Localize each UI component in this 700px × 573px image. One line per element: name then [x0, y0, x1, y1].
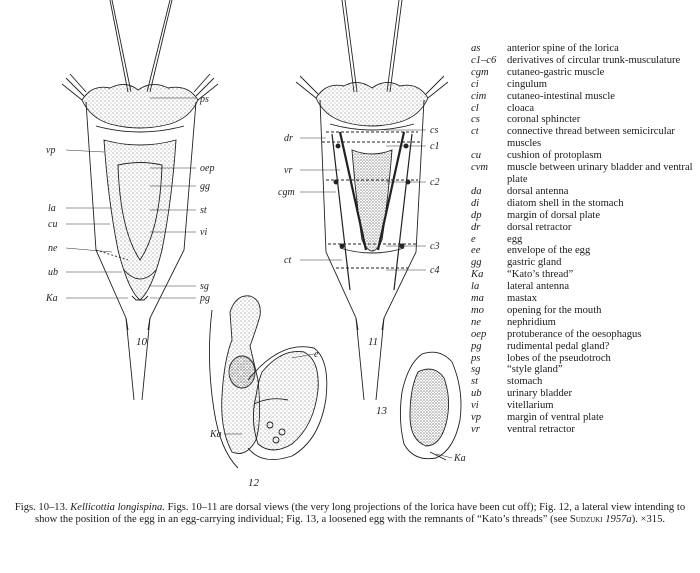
legend-abbr: dp — [471, 209, 482, 221]
legend-entry — [471, 376, 700, 388]
legend-abbr: ci — [471, 78, 479, 90]
fig10-label-st: st — [200, 205, 207, 216]
legend-entry — [471, 103, 700, 115]
fig13-number: 13 — [376, 405, 387, 417]
legend-entry — [471, 186, 700, 198]
legend-entry — [471, 293, 700, 305]
legend-entry — [471, 79, 700, 91]
legend-definition: mastax — [507, 293, 538, 305]
legend-abbr: ub — [471, 388, 482, 400]
legend-entry — [471, 341, 700, 353]
fig11-label-vr: vr — [284, 165, 293, 176]
legend-definition: ventral retractor — [507, 424, 575, 435]
legend-entry — [471, 198, 700, 210]
legend-abbr: ne — [471, 316, 481, 328]
legend-abbr: as — [471, 43, 481, 54]
fig11-label-dr: dr — [284, 133, 293, 144]
legend-definition: connective thread between semicircular muscles — [507, 126, 675, 150]
legend-entry — [471, 388, 700, 400]
legend-entry — [471, 114, 700, 126]
legend-definition: diatom shell in the stomach — [507, 197, 624, 209]
legend-definition: envelope of the egg — [507, 245, 591, 257]
legend-entry — [471, 67, 700, 79]
legend-definition: egg — [507, 233, 523, 245]
legend-entry — [471, 43, 700, 55]
fig11-label-c1: c1 — [430, 141, 440, 152]
legend-abbr: st — [471, 376, 479, 388]
fig13-label-Ka: Ka — [454, 453, 466, 464]
legend-entry — [471, 162, 700, 186]
fig11-label-c2: c2 — [430, 177, 440, 188]
legend-definition: nephridium — [507, 316, 556, 328]
legend-abbr: ee — [471, 245, 481, 257]
legend-definition: gastric gland — [507, 257, 562, 269]
fig10-number: 10 — [136, 336, 147, 348]
legend-abbr: cgm — [471, 66, 489, 78]
legend-entry — [471, 55, 700, 67]
fig12-label-Ka: Ka — [210, 429, 222, 440]
legend-abbr: cl — [471, 102, 479, 114]
fig10-label-sg: sg — [200, 281, 209, 292]
legend-definition: margin of dorsal plate — [507, 209, 601, 221]
fig13-drawing — [400, 352, 461, 460]
legend-abbr: sg — [471, 364, 481, 376]
legend-definition: vitellarium — [507, 400, 554, 412]
legend-abbr: vp — [471, 412, 481, 424]
legend-abbr: cim — [471, 90, 487, 102]
legend-definition: opening for the mouth — [507, 304, 602, 316]
legend-entry — [471, 353, 700, 365]
caption-figs: Figs. 10–13. — [14, 502, 68, 513]
legend-entry — [471, 257, 700, 269]
fig11-label-cs: cs — [430, 125, 439, 136]
legend-definition: dorsal antenna — [507, 185, 569, 197]
legend-definition: lobes of the pseudotroch — [507, 352, 611, 364]
fig10-label-la: la — [48, 203, 56, 214]
fig11-label-cgm: cgm — [278, 187, 295, 198]
legend-definition: margin of ventral plate — [507, 412, 604, 424]
legend-definition: rudimental pedal gland? — [507, 340, 610, 352]
legend-abbr: c1–c6 — [471, 54, 497, 66]
legend-abbr: pg — [471, 340, 482, 352]
legend-abbr: dr — [471, 221, 481, 233]
legend-definition: “style gland” — [507, 364, 563, 376]
legend-entry — [471, 245, 700, 257]
fig10-label-oep: oep — [200, 163, 215, 174]
legend-entry — [471, 91, 700, 103]
legend-abbr: cu — [471, 150, 481, 162]
legend-entry — [471, 150, 700, 162]
legend-abbr: di — [471, 197, 480, 209]
fig10-label-cu: cu — [48, 219, 58, 230]
fig11-label-c3: c3 — [430, 241, 440, 252]
legend-definition: stomach — [507, 376, 543, 388]
legend-definition: urinary bladder — [507, 388, 573, 400]
legend-entry — [471, 329, 700, 341]
legend-entry — [471, 281, 700, 293]
legend-entry — [471, 317, 700, 329]
caption-ref: 1957a — [605, 514, 632, 525]
fig10-label-Ka: Ka — [46, 293, 58, 304]
legend-entry — [471, 269, 700, 281]
legend-entry — [471, 234, 700, 246]
figure-caption — [4, 502, 696, 526]
legend-entry — [471, 210, 700, 222]
legend-definition: dorsal retractor — [507, 221, 572, 233]
fig10-label-vp: vp — [46, 145, 56, 156]
legend-abbr: la — [471, 281, 480, 293]
legend-abbr: mo — [471, 304, 484, 316]
legend-entry — [471, 305, 700, 317]
legend-definition: cushion of protoplasm — [507, 150, 602, 162]
legend-definition: cutaneo-intestinal muscle — [507, 90, 615, 102]
legend-abbr: Ka — [471, 269, 484, 281]
legend-entry — [471, 126, 700, 150]
caption-tail: ). ×315. — [631, 514, 666, 525]
legend-abbr: oep — [471, 328, 487, 340]
legend-abbr: e — [471, 233, 476, 245]
legend-abbr: cvm — [471, 162, 489, 174]
legend-abbr: ps — [471, 352, 481, 364]
fig12-drawing — [209, 296, 326, 468]
legend-entry — [471, 364, 700, 376]
fig10-label-ne: ne — [48, 243, 58, 254]
legend-abbr: gg — [471, 257, 482, 269]
fig12-label-e: e — [314, 349, 319, 360]
fig12-number: 12 — [248, 477, 259, 489]
fig11-label-ct: ct — [284, 255, 292, 266]
fig10-label-vi: vi — [200, 227, 208, 238]
legend-entry — [471, 222, 700, 234]
legend-definition: anterior spine of the lorica — [507, 43, 619, 54]
legend-abbr: ma — [471, 293, 484, 305]
caption-body: Figs. 10–11 are dorsal views (the very long projections of the lorica have been cut off); Fig. 12, a lateral view intending to show the position of the egg in an egg-carrying individual; Fig. 13, a loosened egg with the remnants of “Kato’s threads” (see — [34, 502, 686, 525]
legend-entry — [471, 412, 700, 424]
abbreviation-legend — [471, 43, 700, 436]
fig10-label-ps: ps — [200, 94, 209, 105]
caption-species: Kellicottia longispina. — [70, 502, 165, 513]
legend-definition: cloaca — [507, 102, 535, 114]
legend-definition: coronal sphincter — [507, 114, 581, 126]
caption-author: Sudzuki — [569, 514, 603, 525]
legend-abbr: cs — [471, 114, 480, 126]
fig10-label-gg: gg — [200, 181, 210, 192]
legend-definition: cingulum — [507, 78, 548, 90]
fig11-number: 11 — [368, 336, 379, 348]
legend-abbr: da — [471, 185, 482, 197]
legend-definition: cutaneo-gastric muscle — [507, 66, 605, 78]
legend-abbr: ct — [471, 126, 479, 138]
fig10-label-pg: pg — [200, 293, 210, 304]
legend-entry — [471, 424, 700, 436]
legend-definition: derivatives of circular trunk-musculature — [507, 54, 681, 66]
legend-definition: muscle between urinary bladder and ventral plate — [507, 162, 693, 185]
legend-definition: “Kato’s thread” — [507, 269, 574, 281]
legend-entry — [471, 400, 700, 412]
legend-abbr: vr — [471, 424, 480, 435]
fig11-label-c4: c4 — [430, 265, 440, 276]
legend-definition: lateral antenna — [507, 281, 570, 293]
legend-abbr: vi — [471, 400, 479, 412]
fig10-label-ub: ub — [48, 267, 58, 278]
legend-definition: protuberance of the oesophagus — [507, 328, 642, 340]
